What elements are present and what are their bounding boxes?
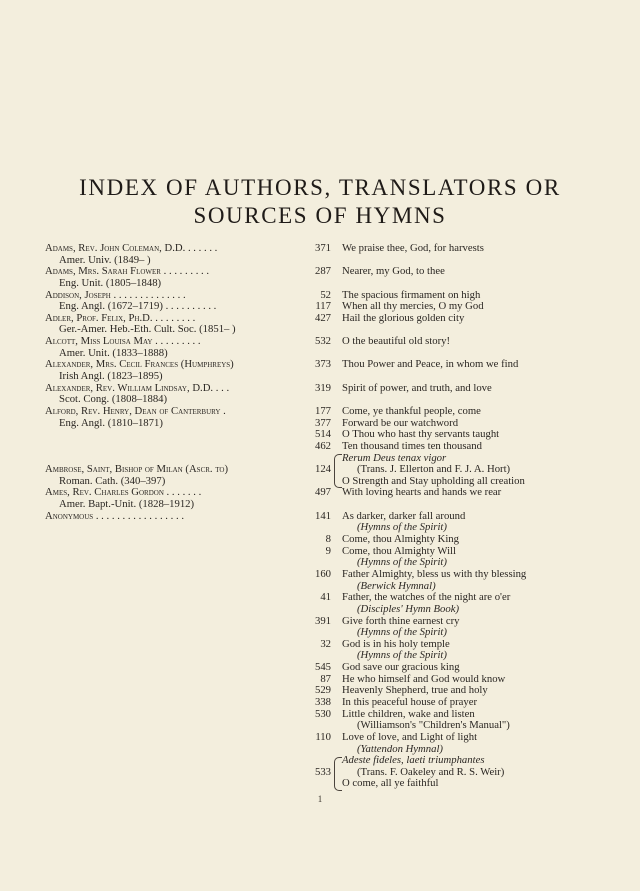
author-denomination: Eng. Angl. (1810–1871) [59,417,163,429]
hymn-number: 462 [314,439,331,452]
hymn-first-line: (Disciples' Hymn Book) [357,602,460,615]
index-row [0,569,640,581]
author-name: Adams, Mrs. Sarah Flower . . . . . . . . . [45,266,210,278]
author-denomination: Amer. Unit. (1833–1888) [59,347,168,359]
author-denomination: Scot. Cong. (1808–1884) [59,394,168,406]
hymn-number: 373 [314,358,331,371]
hymn-first-line: O Thou who hast thy servants taught [342,428,500,441]
hymn-first-line: Give forth thine earnest cry [342,614,460,627]
hymn-number: 532 [314,335,331,348]
hymn-number: 52 [320,288,331,301]
hymn-first-line: We praise thee, God, for harvests [342,242,484,254]
author-name: Alexander, Rev. William Lindsay, D.D. . . . [45,382,230,394]
index-row [0,278,640,290]
author-denomination: Eng. Unit. (1805–1848) [59,277,162,289]
index-row [0,697,640,709]
hymn-first-line: Father, the watches of the night are o'er [342,591,511,604]
hymn-first-line: Forward be our watchword [342,416,459,429]
hymn-first-line: (Yattendon Hymnal) [357,742,443,755]
hymn-first-line: (Berwick Hymnal) [357,579,436,592]
hymn-first-line: (Hymns of the Spirit) [357,649,447,662]
author-name: Ambrose, Saint, Bishop of Milan (Ascr. to) [45,464,229,476]
hymn-number: 124 [314,463,331,476]
index-row [0,371,640,383]
hymn-first-line: In this peaceful house of prayer [342,695,478,708]
hymn-first-line: Heavenly Shepherd, true and holy [342,684,488,697]
author-name: Ames, Rev. Charles Gordon . . . . . . . [45,487,202,499]
hymn-first-line: (Hymns of the Spirit) [357,521,447,534]
hymn-first-line: Father Almighty, bless us with thy blessing [342,567,527,580]
hymn-first-line: Adeste fideles, laeti triumphantes [342,754,485,767]
index-entries [0,243,640,790]
grouping-brace [334,757,342,791]
index-row [0,487,640,499]
hymn-number: 160 [314,567,331,580]
author-denomination: Amer. Univ. (1849– ) [59,254,151,266]
hymn-first-line: He who himself and God would know [342,672,506,685]
hymn-first-line: Come, thou Almighty Will [342,544,456,557]
hymn-number: 287 [314,265,331,278]
hymn-number: 141 [314,509,331,522]
hymn-number: 514 [314,428,331,441]
hymn-number: 545 [314,661,331,674]
index-row [0,383,640,395]
hymn-number: 9 [325,544,331,557]
hymn-first-line: With loving hearts and hands we rear [342,486,502,499]
author-name: Addison, Joseph . . . . . . . . . . . . . . [45,289,186,301]
index-row [0,639,640,651]
hymn-first-line: Hail the glorious golden city [342,311,465,324]
author-name: Adler, Prof. Felix, Ph.D. . . . . . . . . [45,312,196,324]
index-row [0,511,640,523]
author-name: Alcott, Miss Louisa May . . . . . . . . . [45,336,201,348]
index-row [0,313,640,325]
hymn-number: 338 [314,695,331,708]
hymn-number: 319 [314,381,331,394]
hymn-first-line: O Strength and Stay upholding all creation [342,474,525,487]
author-name: Adams, Rev. John Coleman, D.D. . . . . . . [45,243,218,254]
hymn-first-line: Rerum Deus tenax vigor [342,451,447,464]
hymn-first-line: Come, thou Almighty King [342,533,459,546]
author-denomination: Ger.-Amer. Heb.-Eth. Cult. Soc. (1851– ) [59,324,236,336]
author-name: Alford, Rev. Henry, Dean of Canterbury . [45,405,226,417]
index-row [0,592,640,604]
hymn-number: 110 [315,730,331,743]
author-denomination: Irish Angl. (1823–1895) [59,371,163,383]
index-row [0,266,640,278]
index-row [0,359,640,371]
hymn-first-line: God is in his holy temple [342,637,450,650]
hymn-number: 427 [314,311,331,324]
author-name: Anonymous . . . . . . . . . . . . . . . . . [45,510,185,522]
hymn-first-line: Spirit of power, and truth, and love [342,381,492,394]
hymn-first-line: Love of love, and Light of light [342,730,478,743]
hymn-number: 377 [314,416,331,429]
hymn-number: 497 [314,486,331,499]
hymn-first-line: (Williamson's "Children's Manual") [357,719,510,732]
page-title [0,174,640,230]
hymn-first-line: Little children, wake and listen [342,707,475,720]
hymn-first-line: As darker, darker fall around [342,509,466,522]
index-row [0,744,640,756]
hymn-number: 177 [314,404,331,417]
hymn-first-line: O come, all ye faithful [342,777,439,790]
hymn-number: 32 [320,637,331,650]
index-row [0,464,640,476]
index-row [0,534,640,546]
index-row [0,662,640,674]
hymn-number: 533 [314,765,331,778]
index-row [0,243,640,255]
index-row [0,522,640,534]
hymn-number: 530 [314,707,331,720]
index-row [0,441,640,453]
hymn-first-line: (Trans. J. Ellerton and F. J. A. Hort) [357,463,511,476]
hymn-number: 8 [325,533,331,546]
hymn-number: 529 [314,684,331,697]
hymn-first-line: Nearer, my God, to thee [342,265,445,278]
hymn-first-line: God save our gracious king [342,661,460,674]
title-line-1: INDEX OF AUTHORS, TRANSLATORS OR [79,175,561,200]
hymn-number: 87 [320,672,331,685]
index-row [0,616,640,628]
index-row [0,604,640,616]
index-row [0,406,640,418]
page-number: 1 [317,794,323,804]
hymn-number: 371 [314,242,331,254]
author-denomination: Eng. Angl. (1672–1719) . . . . . . . . . . [59,301,217,313]
hymn-number: 41 [320,591,331,604]
hymn-first-line: (Trans. F. Oakeley and R. S. Weir) [357,765,505,778]
index-row [0,732,640,744]
grouping-brace [334,454,342,488]
author-name: Alexander, Mrs. Cecil Frances (Humphreys) [45,359,234,371]
hymn-first-line: Ten thousand times ten thousand [342,439,482,452]
index-row [0,767,640,779]
author-denomination: Amer. Bapt.-Unit. (1828–1912) [59,499,195,511]
hymn-first-line: Come, ye thankful people, come [342,404,481,417]
author-denomination: Roman. Cath. (340–397) [59,475,166,487]
hymn-number: 117 [315,300,331,313]
hymn-first-line: Thou Power and Peace, in whom we find [342,358,519,371]
hymn-first-line: The spacious firmament on high [342,288,481,301]
index-row [0,546,640,558]
index-row [0,778,640,790]
hymn-first-line: (Hymns of the Spirit) [357,556,447,569]
index-row [0,499,640,511]
hymn-first-line: O the beautiful old story! [342,335,451,348]
hymn-number: 391 [314,614,331,627]
hymn-first-line: (Hymns of the Spirit) [357,626,447,639]
title-line-2: SOURCES OF HYMNS [193,203,447,228]
index-row [0,709,640,721]
hymn-first-line: When all thy mercies, O my God [342,300,484,313]
index-row [0,336,640,348]
